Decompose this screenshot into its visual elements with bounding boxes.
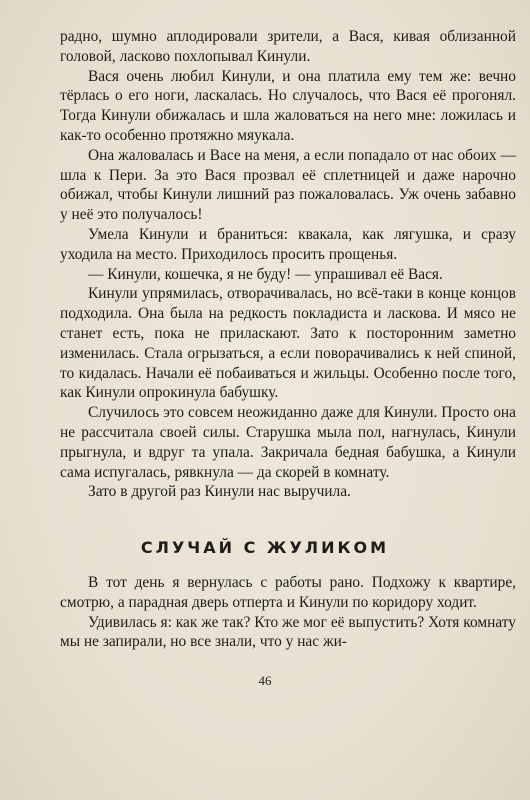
paragraph: Удивилась я: как же так? Кто же мог её выпустить? Хотя комнату мы не запирали, но все знали, что у нас жи- bbox=[60, 613, 516, 651]
chapter-heading: СЛУЧАЙ С ЖУЛИКОМ bbox=[140, 538, 390, 557]
paragraph: Умела Кинули и браниться: квакала, как лягушка, и сразу уходила на место. Приходилось просить прощенья. bbox=[60, 225, 516, 263]
paragraph: Вася очень любил Кинули, и она платила ему тем же: вечно тёрлась о его ноги, ласкалась. Но случалось, что Вася её прогонял. Тогда Кинули обижалась и шла жаловаться на него мне: ложилась и как-то особенно протяжно мяукала. bbox=[60, 67, 516, 144]
paragraph: Зато в другой раз Кинули нас выручила. bbox=[88, 483, 351, 501]
paragraph: В тот день я вернулась с работы рано. Подхожу к квартире, смотрю, а парадная дверь отперта и Кинули по коридору ходит. bbox=[60, 574, 516, 611]
paragraph: Случилось это совсем неожиданно даже для Кинули. Просто она не рассчитала своей силы. Старушка мыла пол, нагнулась, Кинули прыгнула, и вдруг та упала. Закричала бедная бабушка, а Кинули сама испугалась, рявкнула — да скорей в комнату. bbox=[60, 404, 516, 481]
paragraph: — Кинули, кошечка, я не буду! — упрашивал её Вася. bbox=[88, 265, 443, 283]
body-text-bottom bbox=[60, 573, 516, 652]
page-number: 46 bbox=[258, 673, 272, 688]
paragraph: Кинули упрямилась, отворачивалась, но всё-таки в конце концов подходила. Она была на редкость покладиста и ласкова. И мясо не станет есть, пока не приласкают. Зато к посторонним заметно изменилась. Стала огрызаться, а если поворачивались к ней спиной, то кидалась. Начали её побаиваться и жильцы. Особенно после того, как Кинули опрокинула бабушку. bbox=[60, 285, 516, 402]
paragraph: радно, шумно аплодировали зрители, а Вася, кивая облизанной головой, ласково похлопывал Кинули. bbox=[60, 28, 516, 65]
paragraph: Она жаловалась и Васе на меня, а если попадало от нас обоих — шла к Пери. За это Вася прозвал её сплетницей и даже нарочно обижал, чтобы Кинули лишний раз пожаловалась. Уж очень забавно у неё это получалось! bbox=[60, 146, 516, 224]
body-text-top bbox=[60, 27, 516, 502]
